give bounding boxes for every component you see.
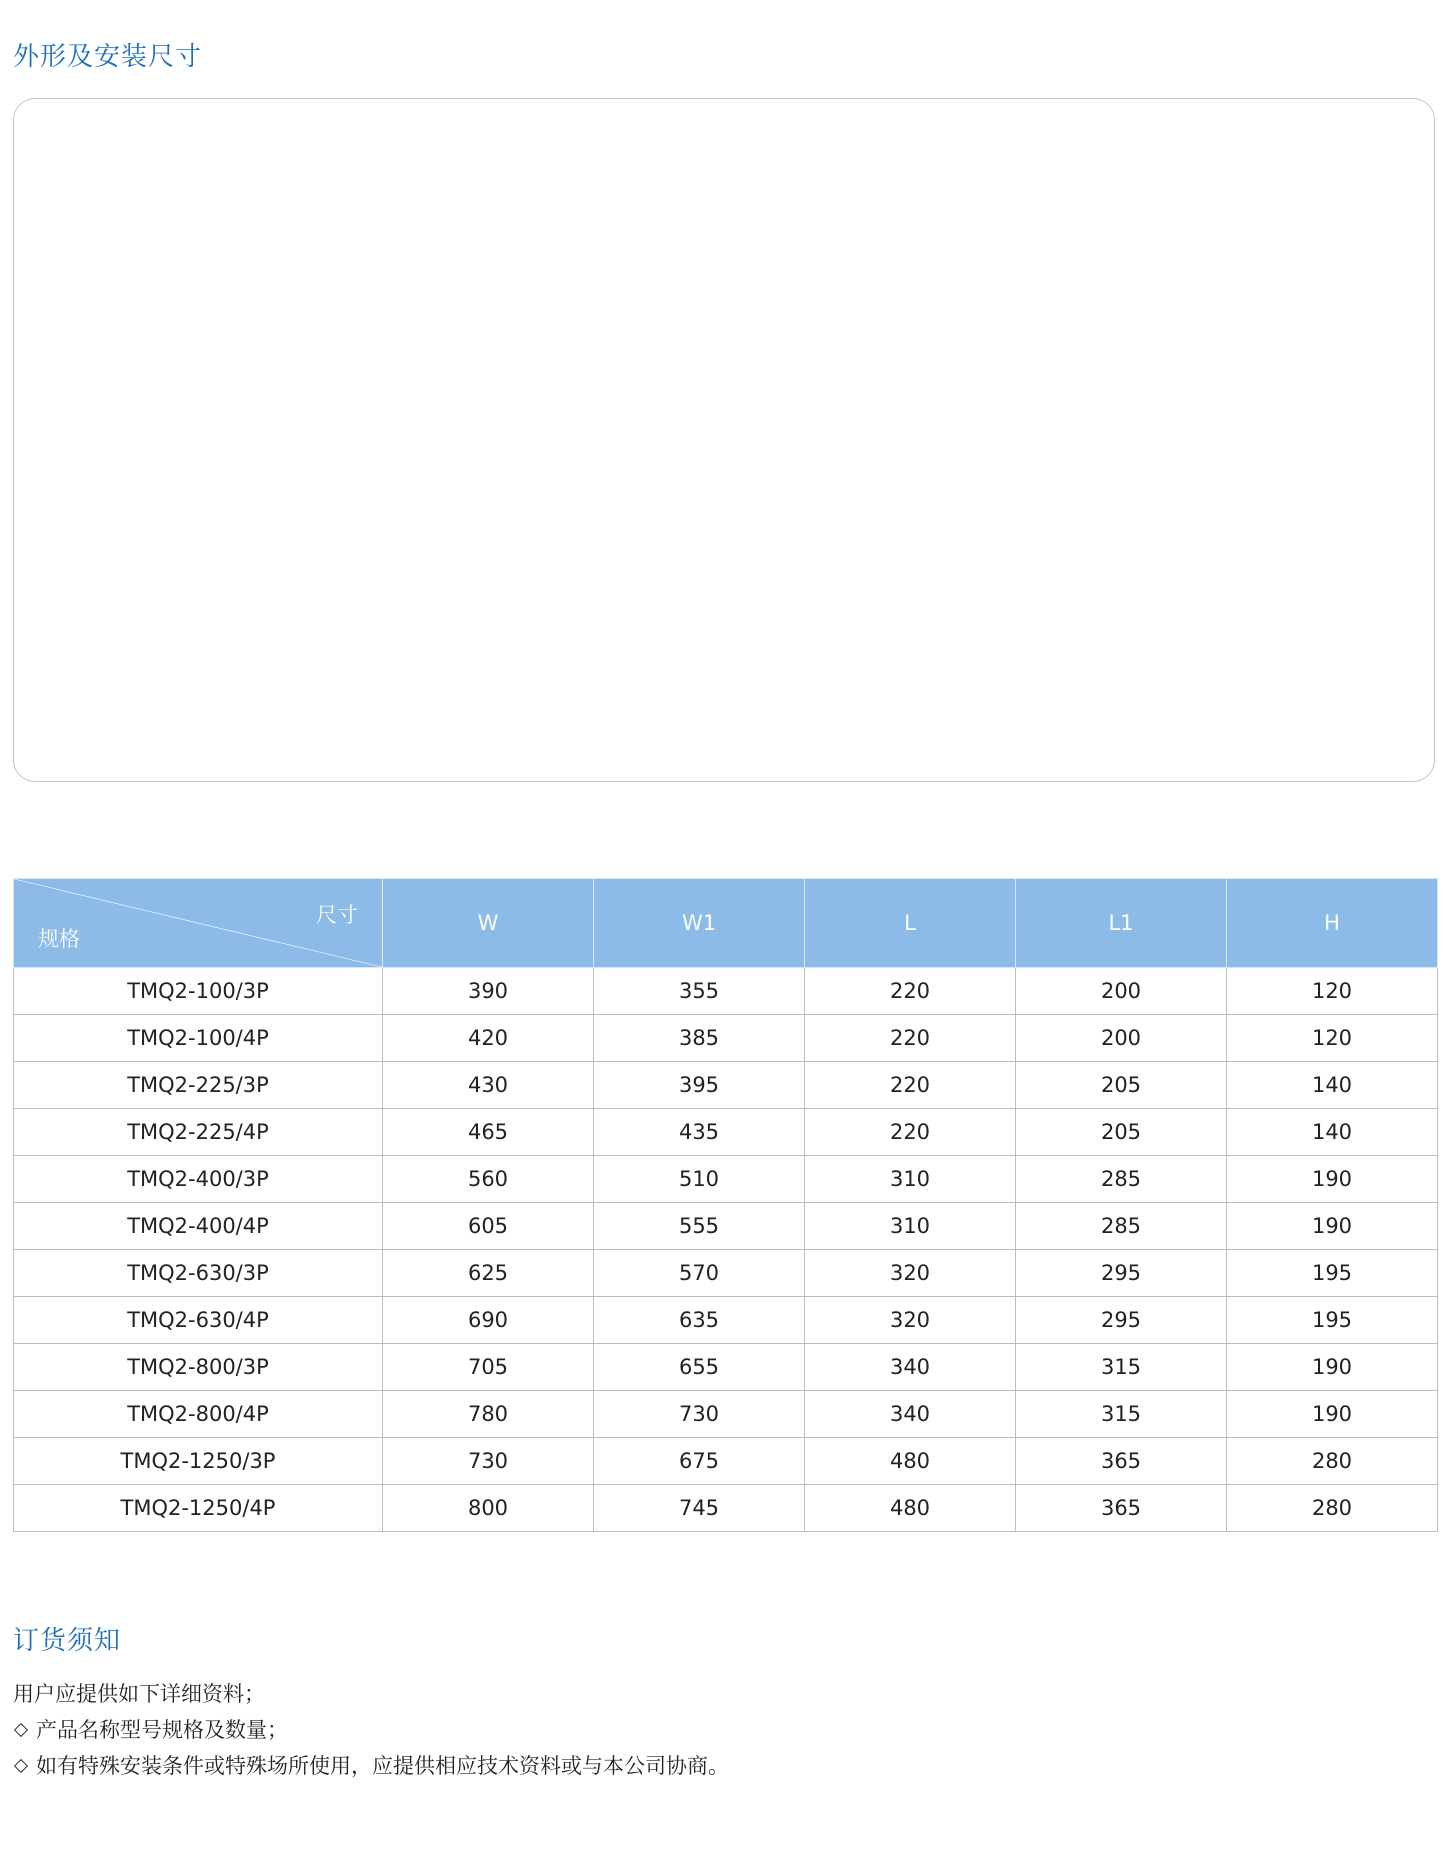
cell-l: 480 xyxy=(805,1438,1016,1485)
cell-h: 120 xyxy=(1227,1015,1438,1062)
cell-w1: 655 xyxy=(594,1344,805,1391)
order-item-text: 产品名称型号规格及数量； xyxy=(36,1718,288,1742)
table-header-row xyxy=(14,879,1438,968)
cell-model: TMQ2-800/4P xyxy=(14,1391,383,1438)
order-section-title: 订货须知 xyxy=(13,1626,122,1656)
column-header-w: W xyxy=(383,879,594,968)
cell-model: TMQ2-1250/3P xyxy=(14,1438,383,1485)
cell-model: TMQ2-630/4P xyxy=(14,1297,383,1344)
cell-w1: 745 xyxy=(594,1485,805,1532)
cell-h: 190 xyxy=(1227,1156,1438,1203)
cell-w: 390 xyxy=(383,968,594,1015)
cell-l: 220 xyxy=(805,1062,1016,1109)
cell-h: 120 xyxy=(1227,968,1438,1015)
cell-l1: 365 xyxy=(1016,1438,1227,1485)
cell-w1: 355 xyxy=(594,968,805,1015)
cell-l1: 295 xyxy=(1016,1297,1227,1344)
cell-model: TMQ2-225/3P xyxy=(14,1062,383,1109)
cell-h: 190 xyxy=(1227,1344,1438,1391)
cell-model: TMQ2-225/4P xyxy=(14,1109,383,1156)
cell-l: 220 xyxy=(805,968,1016,1015)
cell-w1: 510 xyxy=(594,1156,805,1203)
cell-l1: 285 xyxy=(1016,1203,1227,1250)
cell-l1: 315 xyxy=(1016,1391,1227,1438)
cell-h: 195 xyxy=(1227,1297,1438,1344)
cell-model: TMQ2-400/4P xyxy=(14,1203,383,1250)
cell-l: 310 xyxy=(805,1156,1016,1203)
cell-h: 140 xyxy=(1227,1062,1438,1109)
diamond-bullet-icon xyxy=(14,1723,28,1737)
cell-h: 280 xyxy=(1227,1485,1438,1532)
cell-w: 430 xyxy=(383,1062,594,1109)
cell-w1: 570 xyxy=(594,1250,805,1297)
cell-w: 730 xyxy=(383,1438,594,1485)
cell-h: 190 xyxy=(1227,1391,1438,1438)
cell-h: 140 xyxy=(1227,1109,1438,1156)
cell-l1: 295 xyxy=(1016,1250,1227,1297)
diamond-bullet-icon xyxy=(14,1759,28,1773)
cell-l: 480 xyxy=(805,1485,1016,1532)
cell-l: 310 xyxy=(805,1203,1016,1250)
cell-w: 625 xyxy=(383,1250,594,1297)
column-header-l: L xyxy=(805,879,1016,968)
table-row xyxy=(14,1485,1438,1532)
cell-l1: 200 xyxy=(1016,968,1227,1015)
cell-l: 320 xyxy=(805,1250,1016,1297)
cell-l: 220 xyxy=(805,1109,1016,1156)
dimensions-table xyxy=(13,878,1438,1532)
cell-model: TMQ2-400/3P xyxy=(14,1156,383,1203)
cell-w1: 435 xyxy=(594,1109,805,1156)
table-row xyxy=(14,1438,1438,1485)
table-row xyxy=(14,1344,1438,1391)
cell-w: 560 xyxy=(383,1156,594,1203)
table-row xyxy=(14,1297,1438,1344)
cell-l1: 205 xyxy=(1016,1109,1227,1156)
cell-w1: 675 xyxy=(594,1438,805,1485)
order-item xyxy=(13,1712,729,1748)
cell-w1: 395 xyxy=(594,1062,805,1109)
order-item-text: 如有特殊安装条件或特殊场所使用，应提供相应技术资料或与本公司协商。 xyxy=(36,1754,729,1778)
table-row xyxy=(14,1156,1438,1203)
table-row xyxy=(14,1250,1438,1297)
cell-h: 190 xyxy=(1227,1203,1438,1250)
cell-l1: 285 xyxy=(1016,1156,1227,1203)
cell-w: 690 xyxy=(383,1297,594,1344)
table-row xyxy=(14,1062,1438,1109)
cell-l: 340 xyxy=(805,1391,1016,1438)
cell-w: 705 xyxy=(383,1344,594,1391)
table-row xyxy=(14,968,1438,1015)
cell-w1: 555 xyxy=(594,1203,805,1250)
cell-l: 340 xyxy=(805,1344,1016,1391)
column-header-h: H xyxy=(1227,879,1438,968)
cell-w1: 385 xyxy=(594,1015,805,1062)
cell-model: TMQ2-100/4P xyxy=(14,1015,383,1062)
order-item xyxy=(13,1748,729,1784)
table-body xyxy=(14,968,1438,1532)
cell-w: 605 xyxy=(383,1203,594,1250)
table-row xyxy=(14,1203,1438,1250)
table-row xyxy=(14,1391,1438,1438)
cell-l: 220 xyxy=(805,1015,1016,1062)
corner-dimension-label: 尺寸 xyxy=(316,903,358,927)
column-header-l1: L1 xyxy=(1016,879,1227,968)
cell-w1: 730 xyxy=(594,1391,805,1438)
dimensions-section-title: 外形及安装尺寸 xyxy=(13,42,203,72)
cell-model: TMQ2-100/3P xyxy=(14,968,383,1015)
cell-w: 420 xyxy=(383,1015,594,1062)
cell-h: 195 xyxy=(1227,1250,1438,1297)
cell-model: TMQ2-1250/4P xyxy=(14,1485,383,1532)
table-row xyxy=(14,1109,1438,1156)
cell-l1: 365 xyxy=(1016,1485,1227,1532)
cell-l1: 315 xyxy=(1016,1344,1227,1391)
cell-w: 800 xyxy=(383,1485,594,1532)
corner-spec-label: 规格 xyxy=(38,927,80,951)
outline-drawing-panel xyxy=(13,98,1435,782)
cell-w1: 635 xyxy=(594,1297,805,1344)
cell-model: TMQ2-800/3P xyxy=(14,1344,383,1391)
cell-w: 465 xyxy=(383,1109,594,1156)
cell-w: 780 xyxy=(383,1391,594,1438)
table-corner-header xyxy=(14,879,383,968)
cell-l1: 200 xyxy=(1016,1015,1227,1062)
cell-l1: 205 xyxy=(1016,1062,1227,1109)
order-notes xyxy=(13,1676,729,1784)
order-intro: 用户应提供如下详细资料； xyxy=(13,1682,265,1706)
cell-h: 280 xyxy=(1227,1438,1438,1485)
table-row xyxy=(14,1015,1438,1062)
cell-model: TMQ2-630/3P xyxy=(14,1250,383,1297)
column-header-w1: W1 xyxy=(594,879,805,968)
cell-l: 320 xyxy=(805,1297,1016,1344)
